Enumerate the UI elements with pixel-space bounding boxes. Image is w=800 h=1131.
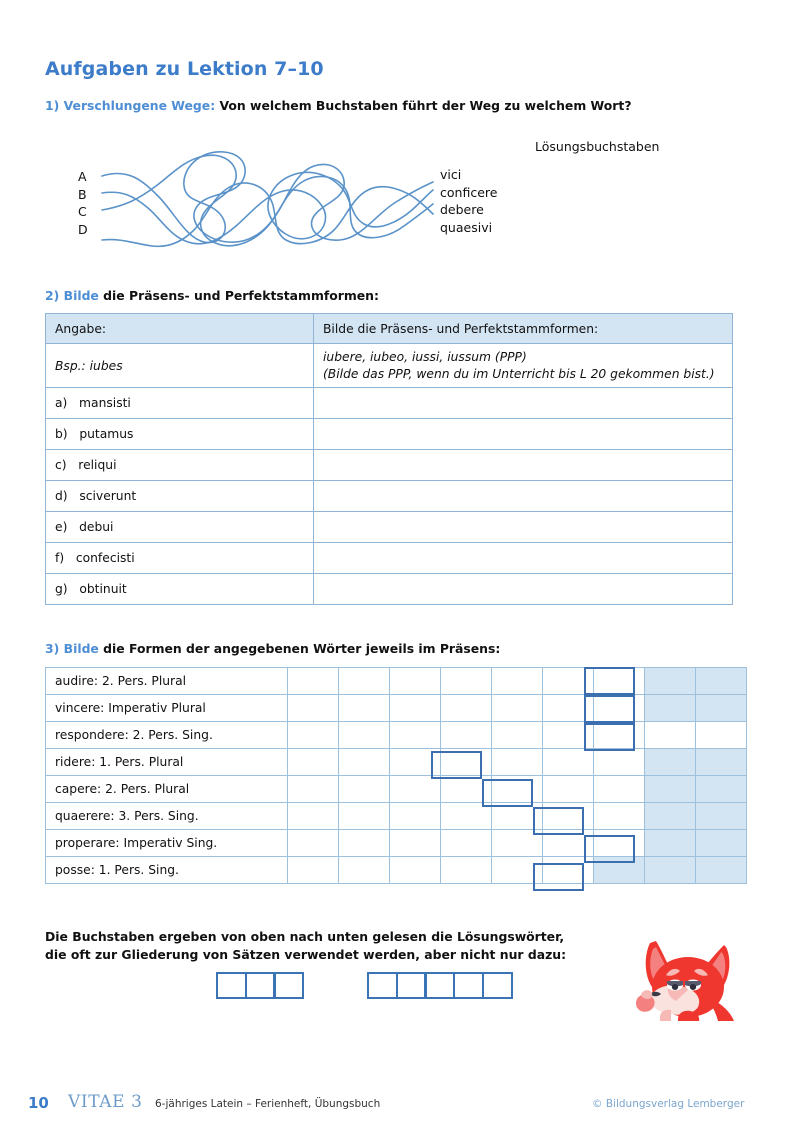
grid-cell[interactable]: [594, 668, 645, 695]
grid-cell[interactable]: [594, 695, 645, 722]
grid-cell[interactable]: [288, 749, 339, 776]
example-answer-line1: iubere, iubeo, iussi, iussum (PPP): [323, 350, 527, 364]
grid-cell[interactable]: [339, 830, 390, 857]
page-title: Aufgaben zu Lektion 7–10: [45, 58, 324, 80]
footer-subtitle: 6-jähriges Latein – Ferienheft, Übungsbuch: [155, 1098, 381, 1110]
grid-cell[interactable]: [288, 722, 339, 749]
exercise-3-prompt: die Formen der angegebenen Wörter jeweils im Präsens:: [103, 641, 501, 656]
solution-letter-box[interactable]: [216, 972, 247, 999]
table-row: [46, 481, 733, 512]
grid-cell[interactable]: [492, 857, 543, 884]
grid-cell[interactable]: [390, 857, 441, 884]
grid-cell[interactable]: [594, 803, 645, 830]
grid-cell[interactable]: [696, 722, 747, 749]
table-row: [46, 543, 733, 574]
path-letter: D: [78, 221, 88, 237]
grid-cell[interactable]: [696, 830, 747, 857]
grid-cell[interactable]: [339, 776, 390, 803]
column-header-angabe: Angabe:: [46, 314, 314, 344]
grid-cell[interactable]: [645, 722, 696, 749]
row-label-f: f) confecisti: [46, 543, 314, 574]
solution-word-2-boxes: [367, 972, 513, 999]
answer-cell-f[interactable]: [314, 543, 733, 574]
grid-cell[interactable]: [645, 803, 696, 830]
exercise-3-number: 3): [45, 641, 60, 656]
grid-row: [46, 857, 747, 884]
grid-cell[interactable]: [543, 857, 594, 884]
path-letter: A: [78, 169, 87, 184]
grid-cell[interactable]: [594, 749, 645, 776]
grid-row: [46, 749, 747, 776]
row-label-e: e) debui: [46, 512, 314, 543]
grid-cell[interactable]: [390, 695, 441, 722]
grid-cell[interactable]: [645, 668, 696, 695]
grid-cell[interactable]: [288, 830, 339, 857]
grid-cell[interactable]: [594, 722, 645, 749]
solution-instruction: [45, 928, 566, 964]
exercise-2-keyword: Bilde: [63, 288, 99, 303]
grid-row: [46, 722, 747, 749]
path-letter: B: [78, 186, 87, 202]
grid-cell[interactable]: [645, 749, 696, 776]
grid-row-label: ridere: 1. Pers. Plural: [46, 749, 288, 776]
grid-cell[interactable]: [441, 668, 492, 695]
grid-cell[interactable]: [492, 749, 543, 776]
exercise-1-number: 1): [45, 98, 60, 113]
grid-cell[interactable]: [339, 857, 390, 884]
answer-cell-g[interactable]: [314, 574, 733, 605]
table-row: [46, 512, 733, 543]
grid-cell[interactable]: [543, 830, 594, 857]
solution-letter-box[interactable]: [424, 972, 455, 999]
grid-cell[interactable]: [288, 803, 339, 830]
grid-cell[interactable]: [339, 722, 390, 749]
answer-cell-d[interactable]: [314, 481, 733, 512]
solution-letter-box[interactable]: [367, 972, 398, 999]
table-header-row: [46, 314, 733, 344]
solution-letter-box[interactable]: [396, 972, 427, 999]
exercise-1-heading: [45, 98, 632, 113]
example-answer: [314, 344, 733, 388]
grid-cell[interactable]: [492, 776, 543, 803]
exercise-3-keyword: Bilde: [63, 641, 99, 656]
path-letter: C: [78, 204, 87, 219]
grid-cell[interactable]: [390, 776, 441, 803]
solution-word-1-boxes: [216, 972, 304, 999]
table-row: [46, 574, 733, 605]
grid-cell[interactable]: [339, 803, 390, 830]
solution-letter-box[interactable]: [482, 972, 513, 999]
solution-letter-box[interactable]: [245, 972, 276, 999]
table-row: [46, 388, 733, 419]
grid-row: [46, 803, 747, 830]
grid-cell[interactable]: [645, 857, 696, 884]
grid-cell[interactable]: [594, 857, 645, 884]
example-answer-line2: (Bilde das PPP, wenn du im Unterricht bis L 20 gekommen bist.): [323, 366, 715, 381]
answer-cell-e[interactable]: [314, 512, 733, 543]
row-label-g: g) obtinuit: [46, 574, 314, 605]
solution-letter-box[interactable]: [453, 972, 484, 999]
grid-cell[interactable]: [543, 722, 594, 749]
grid-row-label: audire: 2. Pers. Plural: [46, 668, 288, 695]
grid-cell[interactable]: [390, 803, 441, 830]
grid-cell[interactable]: [696, 695, 747, 722]
solution-letter-box[interactable]: [273, 972, 304, 999]
grid-cell[interactable]: [339, 668, 390, 695]
page-footer: [0, 1094, 800, 1124]
answer-cell-b[interactable]: [314, 419, 733, 450]
grid-row-label: quaerere: 3. Pers. Sing.: [46, 803, 288, 830]
grid-cell[interactable]: [390, 668, 441, 695]
exercise-3-heading: [45, 641, 500, 656]
table-row-example: [46, 344, 733, 388]
grid-cell[interactable]: [288, 857, 339, 884]
grid-cell[interactable]: [390, 749, 441, 776]
grid-cell[interactable]: [543, 776, 594, 803]
grid-cell[interactable]: [441, 803, 492, 830]
grid-cell[interactable]: [492, 668, 543, 695]
grid-row-label: properare: Imperativ Sing.: [46, 830, 288, 857]
brand-title: VITAE 3: [68, 1092, 143, 1112]
grid-cell[interactable]: [543, 749, 594, 776]
grid-row: [46, 695, 747, 722]
example-label: Bsp.: iubes: [46, 344, 314, 388]
grid-row-label: posse: 1. Pers. Sing.: [46, 857, 288, 884]
tangled-paths-puzzle: [45, 130, 735, 255]
grid-row: [46, 668, 747, 695]
grid-row: [46, 776, 747, 803]
grid-cell[interactable]: [594, 830, 645, 857]
grid-cell[interactable]: [492, 803, 543, 830]
grid-cell[interactable]: [288, 776, 339, 803]
exercise-1-keyword: Verschlungene Wege:: [63, 98, 216, 113]
solution-line-1: Die Buchstaben ergeben von oben nach unten gelesen die Lösungswörter,: [45, 929, 565, 944]
grid-cell[interactable]: [594, 776, 645, 803]
grid-cell[interactable]: [492, 722, 543, 749]
answer-cell-a[interactable]: [314, 388, 733, 419]
footer-copyright: © Bildungsverlag Lemberger: [592, 1098, 745, 1110]
row-label-b: b) putamus: [46, 419, 314, 450]
answer-cell-c[interactable]: [314, 450, 733, 481]
solution-line-2: die oft zur Gliederung von Sätzen verwendet werden, aber nicht nur dazu:: [45, 947, 567, 962]
path-word: conficere: [440, 184, 498, 200]
grid-cell[interactable]: [543, 668, 594, 695]
grid-cell[interactable]: [543, 695, 594, 722]
grid-cell[interactable]: [543, 803, 594, 830]
grid-cell[interactable]: [645, 830, 696, 857]
grid-cell[interactable]: [696, 776, 747, 803]
grid-cell[interactable]: [390, 722, 441, 749]
path-word: vici: [440, 167, 462, 182]
grid-cell[interactable]: [441, 722, 492, 749]
row-label-a: a) mansisti: [46, 388, 314, 419]
exercise-2-number: 2): [45, 288, 60, 303]
table-row: [46, 450, 733, 481]
grid-cell[interactable]: [645, 695, 696, 722]
grid-cell[interactable]: [696, 857, 747, 884]
stem-forms-table: [45, 313, 733, 605]
grid-cell[interactable]: [339, 695, 390, 722]
grid-cell[interactable]: [696, 749, 747, 776]
grid-cell[interactable]: [390, 830, 441, 857]
path-start-letters: [78, 168, 88, 238]
solution-letters-label: Lösungsbuchstaben: [535, 139, 660, 154]
fox-mascot-icon: [622, 925, 748, 1047]
grid-row-label: capere: 2. Pers. Plural: [46, 776, 288, 803]
grid-cell[interactable]: [288, 668, 339, 695]
exercise-2-prompt: die Präsens- und Perfektstammformen:: [103, 288, 379, 303]
grid-cell[interactable]: [441, 695, 492, 722]
grid-row: [46, 830, 747, 857]
grid-cell[interactable]: [441, 749, 492, 776]
path-word: quaesivi: [440, 219, 493, 235]
grid-row-label: vincere: Imperativ Plural: [46, 695, 288, 722]
tangled-lines-graphic: [100, 142, 435, 252]
present-forms-grid: [45, 667, 747, 884]
grid-cell[interactable]: [288, 695, 339, 722]
grid-cell[interactable]: [441, 776, 492, 803]
grid-cell[interactable]: [696, 803, 747, 830]
exercise-2-heading: [45, 288, 379, 303]
grid-cell[interactable]: [441, 857, 492, 884]
grid-cell[interactable]: [696, 668, 747, 695]
column-header-forms: Bilde die Präsens- und Perfektstammformen:: [314, 314, 733, 344]
row-label-d: d) sciverunt: [46, 481, 314, 512]
path-target-words: [440, 166, 497, 236]
grid-cell[interactable]: [492, 830, 543, 857]
grid-cell[interactable]: [339, 749, 390, 776]
row-label-c: c) reliqui: [46, 450, 314, 481]
exercise-1-prompt: Von welchem Buchstaben führt der Weg zu welchem Wort?: [219, 98, 632, 113]
grid-cell[interactable]: [441, 830, 492, 857]
page-number: 10: [28, 1094, 49, 1112]
grid-cell[interactable]: [492, 695, 543, 722]
table-row: [46, 419, 733, 450]
grid-cell[interactable]: [645, 776, 696, 803]
grid-row-label: respondere: 2. Pers. Sing.: [46, 722, 288, 749]
path-word: debere: [440, 202, 484, 217]
